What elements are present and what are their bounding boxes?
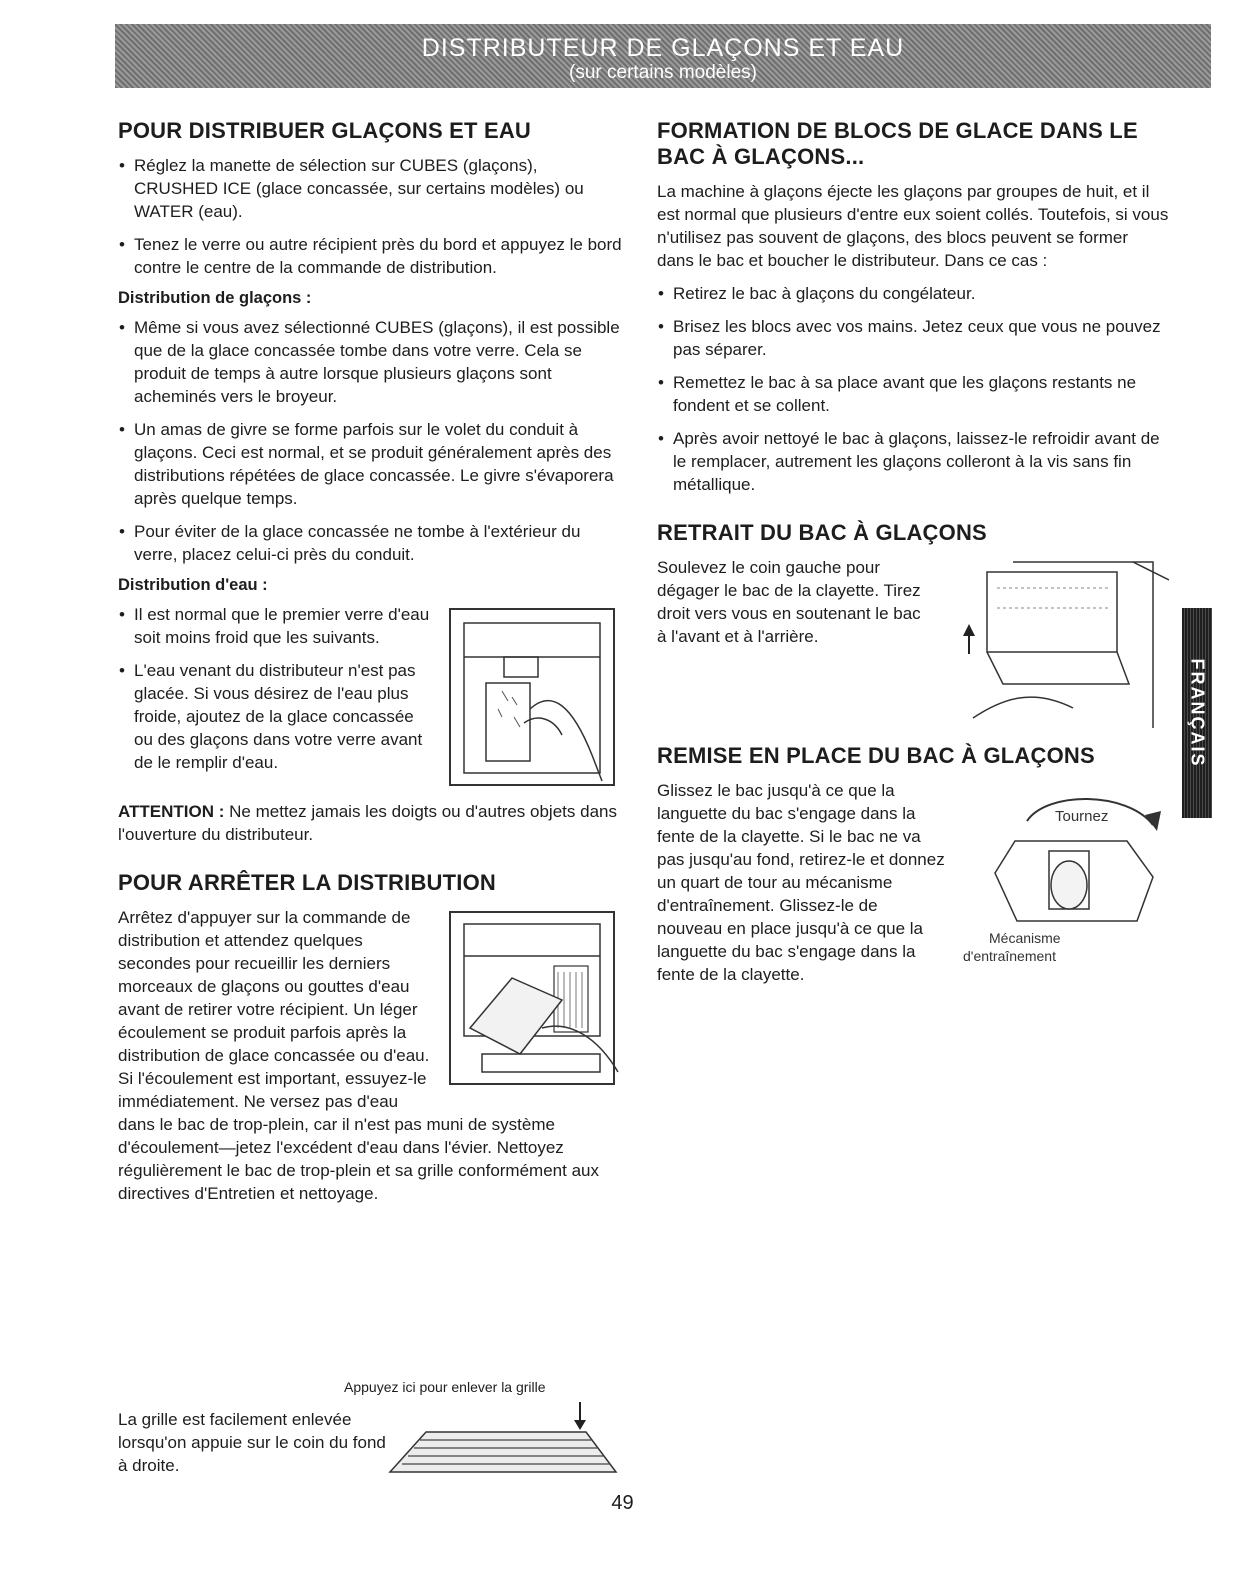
ice-bin-removal-icon [933,558,1169,734]
banner-subtitle: (sur certains modèles) [569,62,757,83]
list-item: • L'eau venant du distributeur n'est pas glacée. Si vous désirez de l'eau plus froide, ajoutez de la glace concassée ou des glaçons dans votre verre avant de le remplir d'eau. [118,659,622,774]
stop-dispense-illustration [442,908,622,1099]
left-column [118,118,622,1205]
drive-mechanism-icon [957,781,1169,967]
heading-ice: Distribution de glaçons : [118,289,312,307]
list-item: • Il est normal que le premier verre d'eau soit moins froid que les suivants. [118,603,622,649]
heading-blocks: FORMATION DE BLOCS DE GLACE DANS LE BAC À GLAÇONS... [657,118,1138,169]
grille-illustration [380,1396,620,1485]
grille-icon [380,1396,620,1480]
attention-label: ATTENTION : [118,802,225,821]
list-item: • Après avoir nettoyé le bac à glaçons, laissez-le refroidir avant de le remplacer, autrement les glaçons colleront à la vis sans fin métallique. [657,427,1169,496]
turn-label: Tournez [1055,808,1109,825]
heading-water: Distribution d'eau : [118,576,268,594]
list-item: • Brisez les blocs avec vos mains. Jetez ceux que vous ne pouvez pas séparer. [657,315,1169,361]
attention-note [118,800,622,846]
language-tab-label: FRANÇAIS [1187,658,1208,768]
grille-caption: Appuyez ici pour enlever la grille [344,1379,546,1395]
remove-bin-illustration [933,558,1169,739]
list-item: • Même si vous avez sélectionné CUBES (glaçons), il est possible que de la glace concassée tombe dans votre verre. Cela se produit de temps à autre lorsque plusieurs glaçons sont acheminés vers le broyeur. [118,316,622,408]
attention-text: Ne mettez jamais les doigts ou d'autres objets dans l'ouverture du distributeur. [118,802,617,844]
list-item: • Réglez la manette de sélection sur CUBES (glaçons), CRUSHED ICE (glace concassée, sur certains modèles) ou WATER (eau). [118,154,622,223]
list-item: • Retirez le bac à glaçons du congélateur. [657,282,1169,305]
mechanism-label-line1: Mécanisme [989,930,1061,946]
heading-replace: REMISE EN PLACE DU BAC À GLAÇONS [657,743,1095,768]
page-number: 49 [611,1492,634,1514]
dispenser-hand-icon [442,908,622,1094]
stop-text: Arrêtez d'appuyer sur la commande de distribution et attendez quelques secondes pour recueillir les derniers morceaux de glaçons ou gouttes d'eau avant de retirer votre récipient. Un léger écoulement se produit parfois après la distribution de glace concassée ou d'eau. Si l'écoulement est important, essuyez-le immédiatement. Ne versez pas d'eau dans le bac de trop-plein, car il n'est pas muni de système d'écoulement—jetez l'excédent d'eau dans l'évier. Nettoyez régulièrement le bac de trop-plein et sa grille conformément aux directives d'Entretien et nettoyage. [118,908,599,1203]
list-item: • Tenez le verre ou autre récipient près du bord et appuyez le bord contre le centre de la commande de distribution. [118,233,622,279]
remove-text: Soulevez le coin gauche pour dégager le bac de la clayette. Tirez droit vers vous en soutenant le bac à l'avant et à l'arrière. [657,558,921,646]
dispense-list [118,154,622,279]
grille-text: La grille est facilement enlevée lorsqu'on appuie sur le coin du fond à droite. [118,1410,386,1475]
section-banner [115,24,1211,88]
banner-title: DISTRIBUTEUR DE GLAÇONS ET EAU [421,34,905,62]
heading-stop: POUR ARRÊTER LA DISTRIBUTION [118,870,496,895]
water-list [118,603,622,774]
replace-text: Glissez le bac jusqu'à ce que la languette du bac s'engage dans la fente de la clayette. Si le bac ne va pas jusqu'au fond, retirez-le et donnez un quart de tour au mécanisme d'entraînement. Glissez-le de nouveau en place jusqu'à ce que la languette du bac s'engage dans la fente de la clayette. [657,781,945,984]
list-item: • Remettez le bac à sa place avant que les glaçons restants ne fondent et se collent. [657,371,1169,417]
heading-remove: RETRAIT DU BAC À GLAÇONS [657,520,987,545]
replace-bin-illustration [957,781,1169,972]
list-item: • Pour éviter de la glace concassée ne tombe à l'extérieur du verre, placez celui-ci près du conduit. [118,520,622,566]
list-item: • Un amas de givre se forme parfois sur le volet du conduit à glaçons. Ceci est normal, et se produit généralement après des distributions répétées de glace concassée. Le givre s'évaporera après quelque temps. [118,418,622,510]
right-column [657,118,1169,986]
ice-list [118,316,622,566]
blocks-list [657,282,1169,496]
mechanism-label-line2: d'entraînement [963,948,1056,964]
language-side-tab [1182,608,1212,818]
heading-dispense: POUR DISTRIBUER GLAÇONS ET EAU [118,118,532,143]
blocks-intro: La machine à glaçons éjecte les glaçons par groupes de huit, et il est normal que plusieurs d'entre eux soient collés. Toutefois, si vous n'utilisez pas souvent de glaçons, des blocs peuvent se former dans le bac et boucher le distributeur. Dans ce cas : [657,182,1169,270]
